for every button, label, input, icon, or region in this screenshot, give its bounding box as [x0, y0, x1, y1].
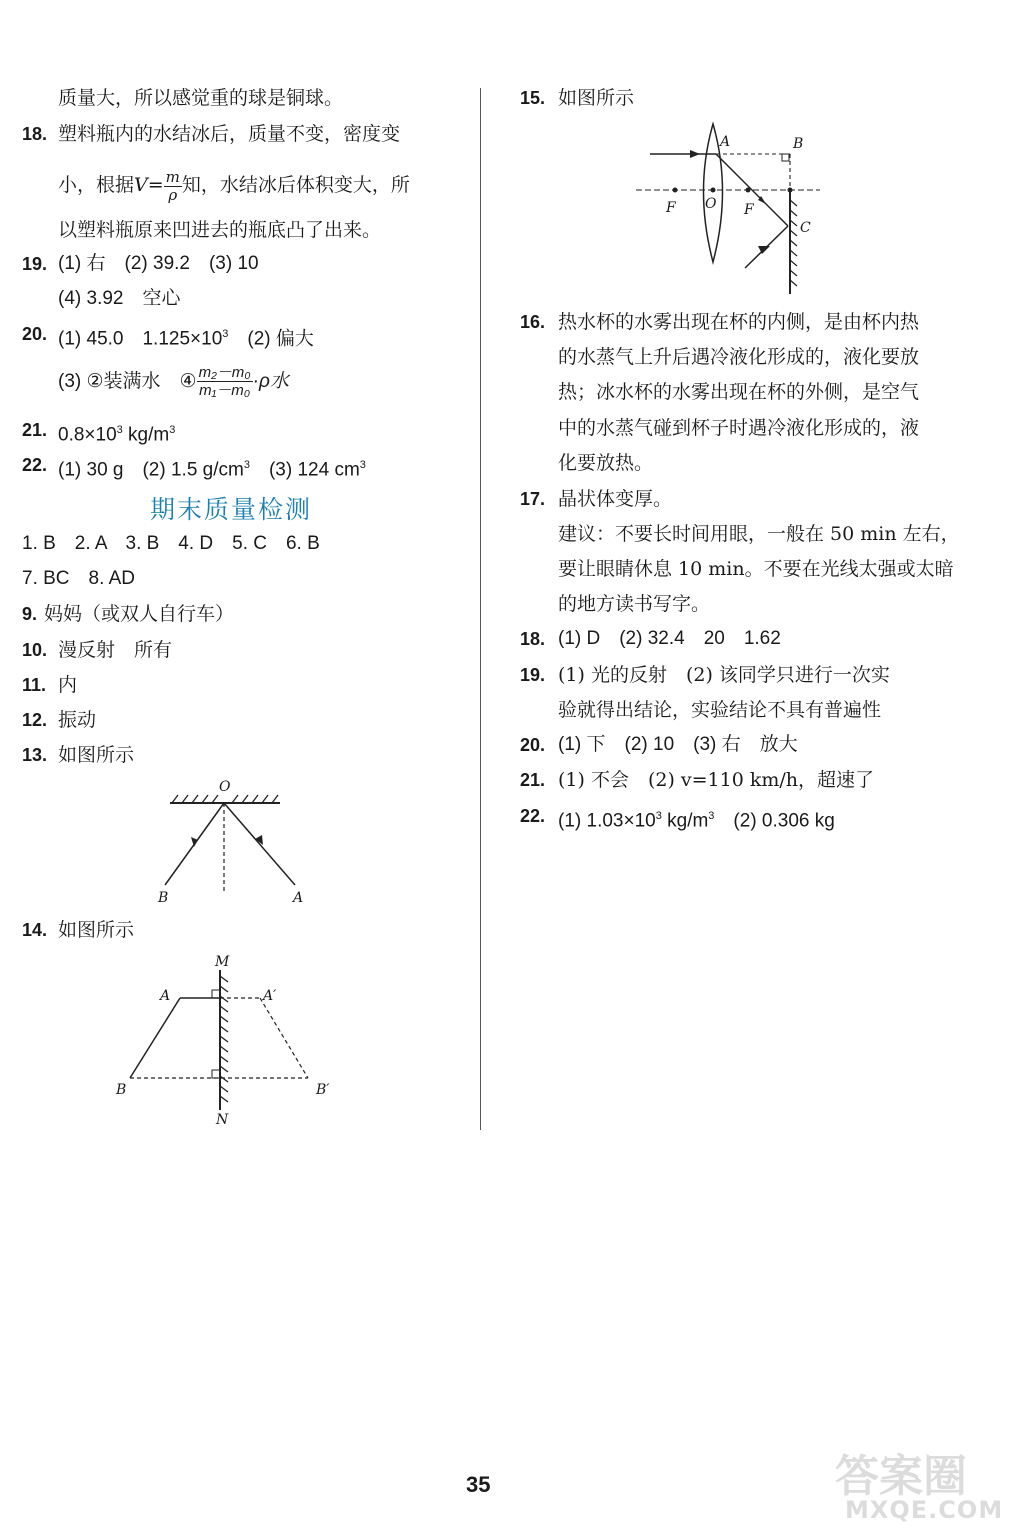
- q9-text: 妈妈（或双人自行车）: [44, 603, 235, 625]
- fig15-mirror-point: [788, 188, 793, 193]
- fig14-label-a: A: [160, 988, 171, 1004]
- r-q16-text-5: 化要放热。: [558, 452, 654, 474]
- q18-text-3: 以塑料瓶原来凹进去的瓶底凸了出来。: [58, 219, 382, 241]
- r-q21-number: 21.: [520, 770, 546, 790]
- r-q19-text-2: 验就得出结论，实验结论不具有普遍性: [558, 699, 882, 721]
- r-q21-text: (1) 不会 (2) v=110 km/h，超速了: [558, 769, 875, 791]
- q20-text-1: [58, 322, 314, 351]
- r-q19-number: 19.: [520, 665, 546, 685]
- fig13-label-o: O: [219, 779, 231, 795]
- r-q19-text-1: (1) 光的反射 (2) 该同学只进行一次实: [558, 664, 890, 686]
- fig14-label-b-prime: B′: [316, 1082, 330, 1098]
- watermark-url: MXQE.COM: [845, 1496, 1004, 1524]
- answers-7-8: 7. BC 8. AD: [22, 568, 135, 589]
- q12-number: 12.: [22, 710, 48, 730]
- q21-sup2: 3: [169, 424, 176, 436]
- fig15-optical-center: [711, 188, 716, 193]
- fig14-label-m: M: [215, 954, 230, 970]
- r-q18-number: 18.: [520, 629, 546, 649]
- q20-text-2b: ·ρ水: [252, 371, 289, 392]
- r-q17-number: 17.: [520, 489, 546, 509]
- left-text-l1: 质量大，所以感觉重的球是铜球。: [58, 87, 344, 109]
- q22-number: 22.: [22, 455, 48, 475]
- r-q18-text: (1) D (2) 32.4 20 1.62: [558, 628, 781, 649]
- r-q16-text-2: 的水蒸气上升后遇冷液化形成的，液化要放: [558, 346, 920, 368]
- r-q15-number: 15.: [520, 88, 546, 108]
- q18-text-2: [58, 165, 410, 205]
- fig15-focus-left: [673, 188, 678, 193]
- q20-fraction: [197, 364, 253, 399]
- r-q22-text: [558, 804, 835, 833]
- q12-text: 振动: [58, 709, 97, 731]
- fig13-label-a: A: [293, 890, 304, 906]
- r-q22-text-b: kg/m: [661, 810, 709, 832]
- q20-text-1b: (2) 偏大: [228, 328, 314, 350]
- r-q16-text-3: 热；冰水杯的水雾出现在杯的外侧，是空气: [558, 381, 920, 403]
- r-q17-text-2: 建议：不要长时间用眼，一般在 50 min 左右，: [558, 523, 960, 545]
- fig14-mirror-hatch: [220, 976, 228, 1102]
- q18-fraction: [164, 169, 182, 204]
- fig14-label-a-prime: A′: [263, 988, 277, 1004]
- q18-text-2a: 小，根据: [58, 174, 135, 196]
- fig14-object-ab: [130, 998, 180, 1078]
- figure-13-reflection: [150, 775, 310, 910]
- watermark-text: 答案圈: [835, 1451, 967, 1502]
- fig14-label-n: N: [216, 1112, 229, 1128]
- q22-text-a: (1) 30 g (2) 1.5 g/cm: [58, 459, 244, 481]
- fig15-label-f-right: F: [744, 202, 754, 218]
- q18-frac-bottom: ρ: [168, 185, 178, 204]
- answers-1-6: 1. B 2. A 3. B 4. D 5. C 6. B: [22, 533, 320, 554]
- fig15-label-b: B: [793, 136, 804, 152]
- q14-number: 14.: [22, 920, 48, 940]
- q18-text-2b: 知，水结冰后体积变大，所: [181, 174, 410, 196]
- fig14-right-angle-top: [212, 990, 220, 998]
- q18-number: 18.: [22, 124, 48, 144]
- q22-sup2: 3: [359, 459, 366, 471]
- q20-text-2a: (3) ②装满水 ④: [58, 371, 197, 392]
- fig13-arrow-reflected: [191, 837, 198, 847]
- q20-number: 20.: [22, 324, 48, 344]
- q22-text: [58, 453, 366, 482]
- r-q22-text-c: (2) 0.306 kg: [714, 810, 835, 832]
- q11-text: 内: [58, 674, 78, 696]
- fig13-incident-ray: [224, 803, 295, 885]
- r-q22-sup: 3: [655, 810, 662, 822]
- r-q22-text-a: (1) 1.03×10: [558, 810, 656, 832]
- r-q16-text-1: 热水杯的水雾出现在杯的内侧，是由杯内热: [558, 311, 920, 333]
- fig15-mirror-hatch: [790, 200, 797, 286]
- r-q20-text: (1) 下 (2) 10 (3) 右 放大: [558, 734, 798, 755]
- q14-text: 如图所示: [58, 919, 135, 941]
- fig13-label-b: B: [158, 890, 169, 906]
- column-divider: [480, 88, 481, 1130]
- fig15-label-a: A: [720, 134, 731, 150]
- q19-text-1: (1) 右 (2) 39.2 (3) 10: [58, 253, 259, 274]
- q21-number: 21.: [22, 420, 48, 440]
- q21-text: [58, 418, 175, 447]
- q20-text-2: [58, 362, 289, 402]
- q22-sup: 3: [243, 459, 250, 471]
- r-q20-number: 20.: [520, 735, 546, 755]
- r-q15-text: 如图所示: [558, 87, 635, 109]
- section-title: 期末质量检测: [150, 495, 313, 524]
- figure-14-plane-mirror: [110, 950, 350, 1130]
- r-q17-text-4: 的地方读书写字。: [558, 593, 711, 615]
- r-q16-number: 16.: [520, 312, 546, 332]
- q11-number: 11.: [22, 675, 47, 695]
- q21-text-b: kg/m: [122, 424, 170, 446]
- r-q16-text-4: 中的水蒸气碰到杯子时遇冷液化形成的，液: [558, 417, 920, 439]
- page-number: 35: [466, 1472, 491, 1497]
- watermark: [835, 1440, 1005, 1530]
- q21-sup: 3: [116, 424, 123, 436]
- fig14-right-angle-bottom: [212, 1070, 220, 1078]
- fig15-label-f-left: F: [666, 200, 676, 216]
- fig15-focus-right: [746, 188, 751, 193]
- fig15-label-o: O: [705, 196, 717, 212]
- fig13-mirror-hatch: [172, 795, 278, 803]
- q10-number: 10.: [22, 640, 48, 660]
- figure-15-lens: [630, 118, 830, 300]
- q20-frac-bottom: m₁－m₀: [199, 382, 251, 400]
- fig14-image-ab: [260, 998, 308, 1078]
- q13-text: 如图所示: [58, 744, 135, 766]
- q18-text-1: 塑料瓶内的水结冰后，质量不变，密度变: [58, 123, 401, 145]
- q20-sup: 3: [222, 328, 229, 340]
- q13-number: 13.: [22, 745, 48, 765]
- fig15-arrow-in: [690, 150, 700, 158]
- q20-frac-top: m₂－m₀: [198, 364, 251, 382]
- q10-text: 漫反射 所有: [58, 639, 173, 661]
- q19-number: 19.: [22, 254, 48, 274]
- q20-text-1a: (1) 45.0 1.125×10: [58, 328, 223, 350]
- q18-frac-top: m: [165, 167, 180, 186]
- fig15-label-c: C: [800, 220, 811, 236]
- q21-text-a: 0.8×10: [58, 424, 117, 446]
- q19-text-2: (4) 3.92 空心: [58, 288, 181, 309]
- q18-formula-v: V=: [134, 174, 164, 196]
- q22-text-b: (3) 124 cm: [249, 459, 360, 481]
- q9-number: 9.: [22, 604, 38, 624]
- fig15-right-angle: [782, 154, 789, 161]
- r-q17-text-3: 要让眼睛休息 10 min。不要在光线太强或太暗: [558, 558, 954, 580]
- fig14-label-b: B: [116, 1082, 127, 1098]
- r-q22-sup2: 3: [708, 810, 715, 822]
- r-q22-number: 22.: [520, 806, 546, 826]
- r-q17-text-1: 晶状体变厚。: [558, 488, 673, 510]
